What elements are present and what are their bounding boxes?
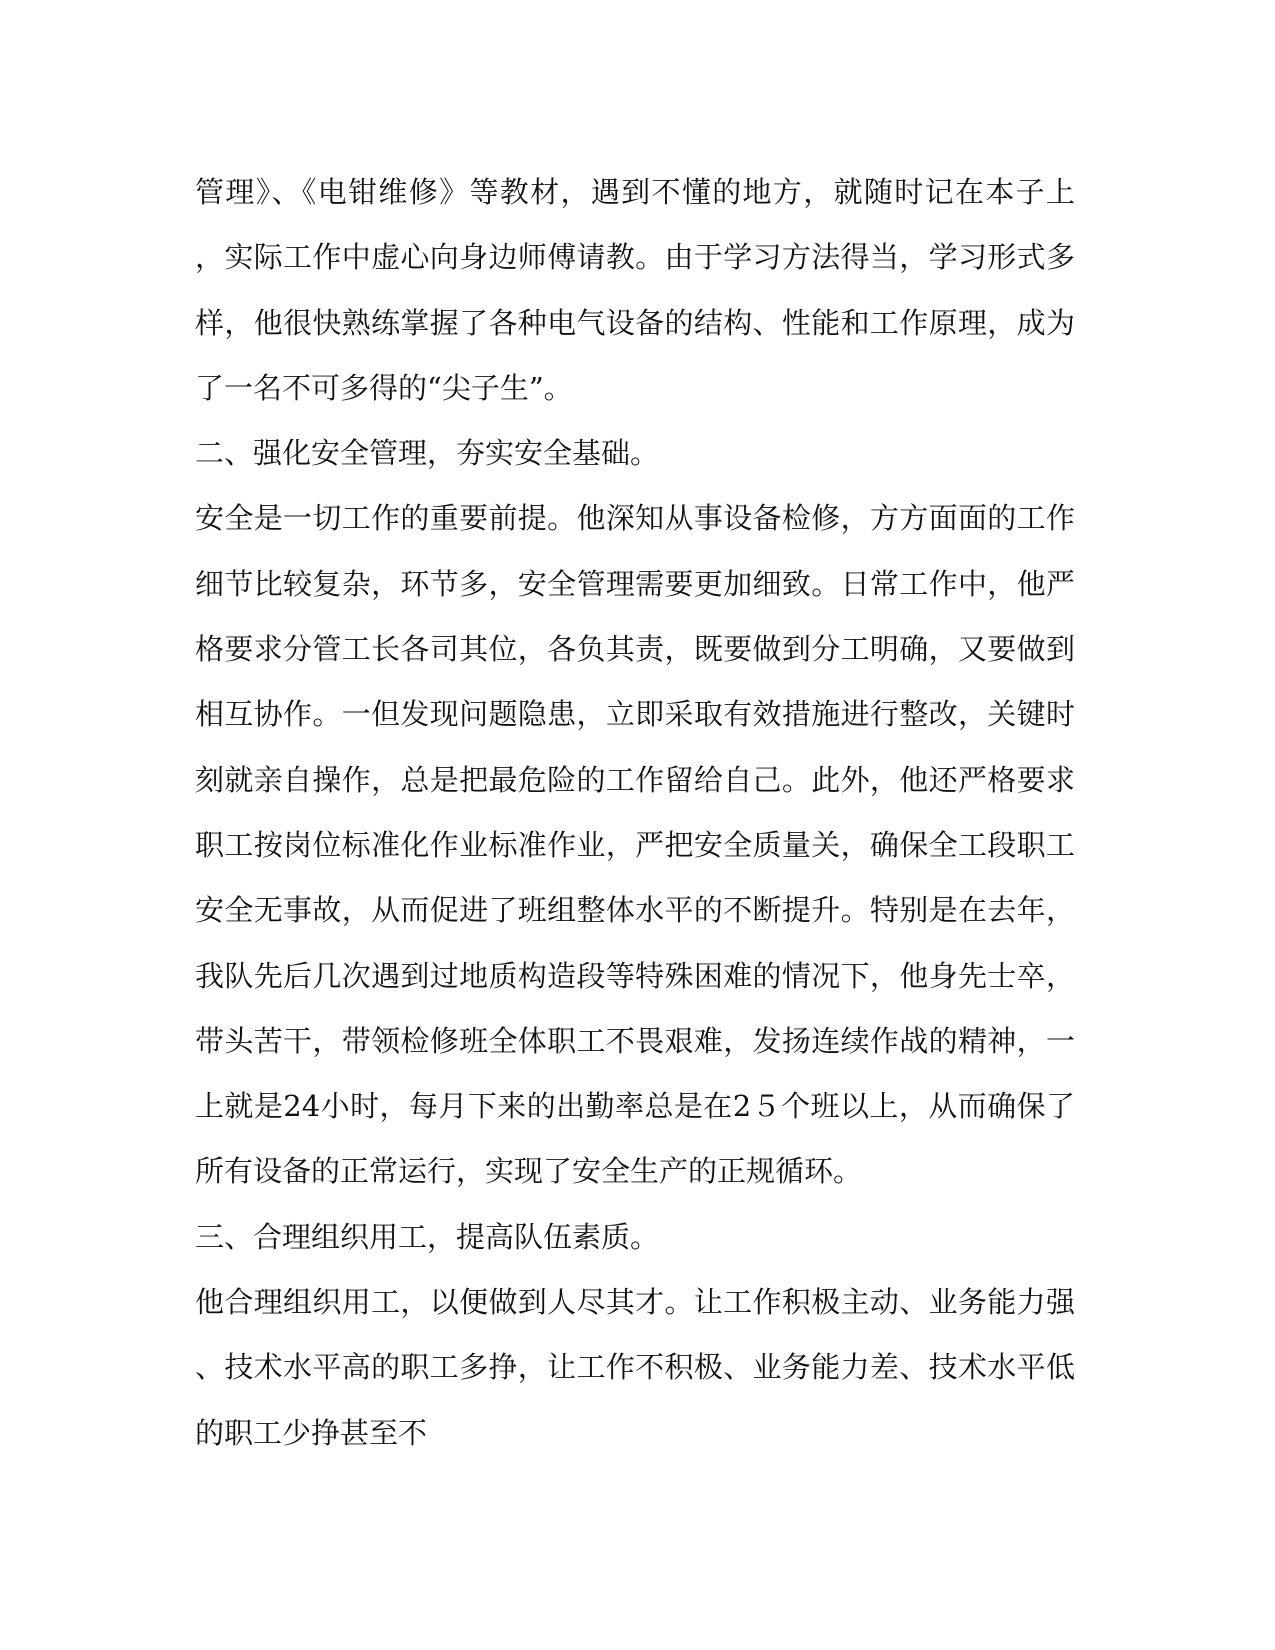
text-line-9: 相互协作。一但发现问题隐患，立即采取有效措施进行整改，关键时 bbox=[195, 697, 1075, 732]
text-line-2: ，实际工作中虚心向身边师傅请教。由于学习方法得当，学习形式多 bbox=[195, 240, 1075, 275]
text-line-20: 的职工少挣甚至不 bbox=[195, 1415, 428, 1450]
text-line-15: 上就是24小时，每月下来的出勤率总是在2５个班以上，从而确保了 bbox=[195, 1089, 1075, 1124]
text-line-13: 我队先后几次遇到过地质构造段等特殊困难的情况下，他身先士卒， bbox=[195, 958, 1075, 993]
text-line-1: 管理》、《电钳维修》等教材，遇到不懂的地方，就随时记在本子上 bbox=[195, 175, 1075, 209]
document-body bbox=[195, 160, 1075, 1466]
text-line-4: 了一名不可多得的“尖子生”。 bbox=[195, 370, 573, 405]
text-line-12: 安全无事故，从而促进了班组整体水平的不断提升。特别是在去年， bbox=[195, 893, 1075, 928]
text-line-6: 安全是一切工作的重要前提。他深知从事设备检修，方方面面的工作 bbox=[195, 501, 1075, 536]
text-line-11: 职工按岗位标准化作业标准作业，严把安全质量关，确保全工段职工 bbox=[195, 827, 1075, 862]
text-line-7: 细节比较复杂，环节多，安全管理需要更加细致。日常工作中，他严 bbox=[195, 566, 1075, 601]
text-line-18: 他合理组织用工，以便做到人尽其才。让工作积极主动、业务能力强 bbox=[195, 1285, 1075, 1320]
text-line-16: 所有设备的正常运行，实现了安全生产的正规循环。 bbox=[195, 1154, 863, 1189]
section-heading-2: 二、强化安全管理，夯实安全基础。 bbox=[195, 436, 660, 471]
text-line-14: 带头苦干，带领检修班全体职工不畏艰难，发扬连续作战的精神，一 bbox=[195, 1023, 1075, 1058]
text-line-3: 样，他很快熟练掌握了各种电气设备的结构、性能和工作原理，成为 bbox=[195, 305, 1075, 340]
text-line-10: 刻就亲自操作，总是把最危险的工作留给自己。此外，他还严格要求 bbox=[195, 762, 1075, 797]
text-line-19: 、技术水平高的职工多挣，让工作不积极、业务能力差、技术水平低 bbox=[195, 1350, 1075, 1385]
text-line-8: 格要求分管工长各司其位，各负其责，既要做到分工明确，又要做到 bbox=[195, 632, 1075, 667]
section-heading-3: 三、合理组织用工，提高队伍素质。 bbox=[195, 1219, 660, 1254]
